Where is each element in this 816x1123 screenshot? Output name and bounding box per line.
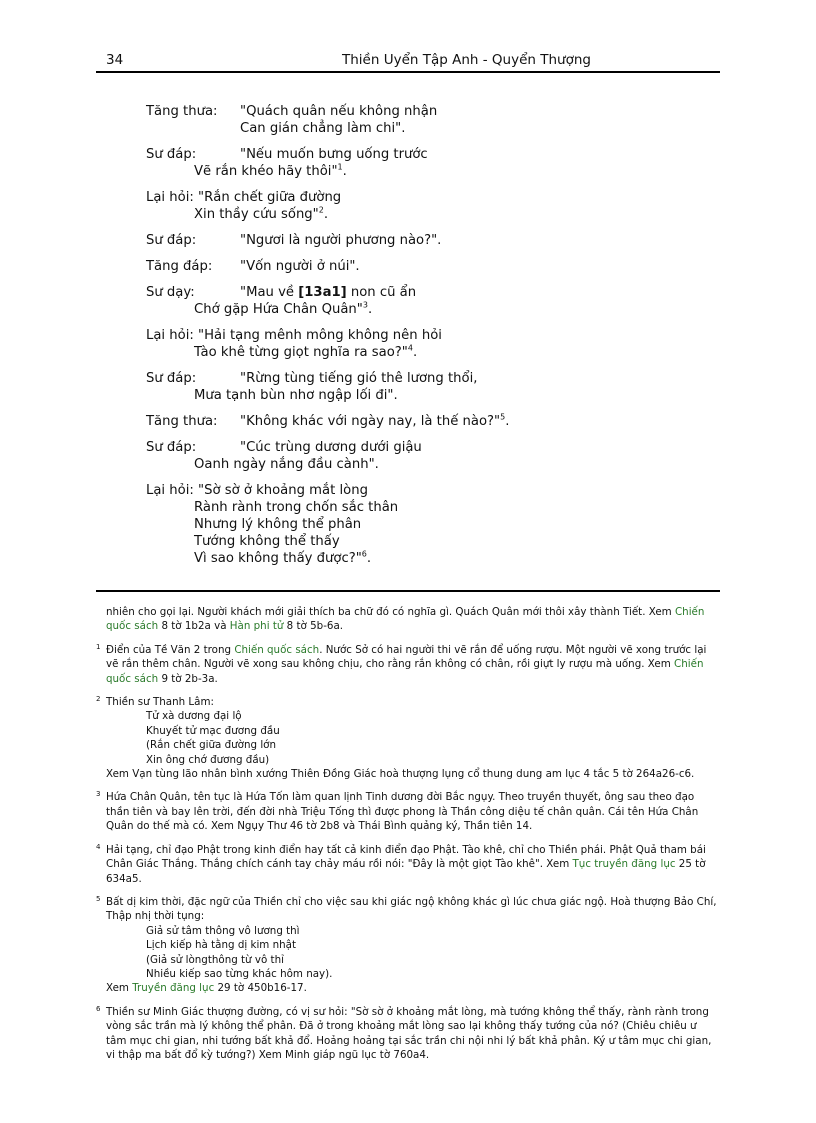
note-text: 8 tờ 1b2a và <box>158 620 230 633</box>
verse-line: Vẽ rắn khéo hãy thôi"$^1$. <box>194 162 347 179</box>
speaker: Tăng đáp: <box>146 259 213 274</box>
note-text: . Nước Sở có hai người thi vẽ rắn để uống rượu. Một người vẽ xong trước lại vẽ rắn thêm chân. Người vẽ xong sau không chịu, cho rằng rắn không có chân, rồi giựt ly rượu mà uống. Xem <box>106 643 707 671</box>
verse-line: "Vốn người ở núi". <box>240 259 360 274</box>
poem-line: Lịch kiếp hà tằng dị kim nhật <box>146 939 297 952</box>
speaker: Sư đáp: <box>146 371 197 386</box>
note-text: 8 tờ 5b-6a. <box>283 620 344 633</box>
verse-text: "Không khác với ngày nay, là thế nào?" <box>240 414 501 429</box>
verse-line: Chớ gặp Hứa Chân Quân"$^3$. <box>194 300 373 317</box>
poem-line: Nhiều kiếp sao từng khác hôm nay). <box>146 967 333 980</box>
footnote-2 <box>96 695 720 781</box>
page-number: 34 <box>106 52 124 68</box>
verse-text: Vì sao không thấy được?" <box>194 551 362 566</box>
note-text: 25 tờ 634a5. <box>106 858 706 885</box>
dialogue-turn <box>146 284 626 318</box>
verse-line: "Hải tạng mênh mông không nên hỏi <box>198 328 442 343</box>
running-title: Thiền Uyển Tập Anh - Quyển Thượng <box>342 52 591 68</box>
footnote-3 <box>96 790 720 833</box>
dialogue-block <box>146 103 626 576</box>
verse-line: Tướng không thể thấy <box>194 534 340 549</box>
footnote-5 <box>96 895 720 996</box>
note-text: Thiền sư Minh Giác thượng đường, có vị sư hỏi: "Sờ sờ ở khoảng mắt lòng, mà tướng không thể thấy, rành rành trong vòng sắc trần mà lý không thể phân. Đã ở trong khoảng mắt lòng sao lại không thấy tướng của nó? (Chiêu chiêu ư tâm mục chi gian, nhi tướng bất khả đổ. Hoảng hoảng tại sắc trần chi nội nhi lý bất khả phân. Ký ư tâm mục chi gian, vi thập ma bất đổ kỳ tướng?) Xem Minh giáp ngũ lục tờ 760a4. <box>106 1005 712 1061</box>
verse-line: Oanh ngày nắng đầu cành". <box>194 457 379 472</box>
footnote-mark: 3 <box>96 790 101 799</box>
verse-text: Xin thầy cứu sống" <box>194 207 319 222</box>
dialogue-turn <box>146 258 626 275</box>
source-link[interactable]: Chiến quốc sách <box>234 643 320 656</box>
dialogue-turn <box>146 439 626 473</box>
footnote-mark: 5 <box>96 894 101 903</box>
dialogue-turn <box>146 413 626 430</box>
footnote-ref[interactable]: 2 <box>318 205 324 215</box>
dialogue-turn <box>146 103 626 137</box>
speaker: Lại hỏi: <box>146 328 194 343</box>
dialogue-turn <box>146 189 626 223</box>
footnote-ref[interactable]: 3 <box>362 300 368 310</box>
verse-text: "Mau về <box>240 285 299 300</box>
verse-line: Can gián chẳng làm chi". <box>240 121 406 136</box>
footnote-mark: 1 <box>96 642 101 651</box>
verse-line: "Cúc trùng dương dưới giậu <box>240 440 422 455</box>
note-text: Bất dị kim thời, đặc ngữ của Thiền chỉ cho việc sau khi giác ngộ không khác gì lúc chưa giác ngộ. Hoà thượng Bảo Chí, Thập nhị thời tụng: <box>106 895 717 923</box>
speaker: Sư đáp: <box>146 233 197 248</box>
footnote-mark: 4 <box>96 842 101 851</box>
verse-line: Rành rành trong chốn sắc thân <box>194 500 399 515</box>
poem-line: (Rắn chết giữa đường lớn <box>146 739 277 752</box>
footnote-6 <box>96 1005 720 1063</box>
verse-line: "Quách quân nếu không nhận <box>240 104 438 119</box>
footnote-ref[interactable]: 5 <box>500 412 506 422</box>
verse-text: Vẽ rắn khéo hãy thôi" <box>194 164 338 179</box>
note-text: Xem Vạn tùng lão nhân bình xướng Thiên Đồng Giác hoà thượng lụng cổ thung dung am lục 4 tắc 5 tờ 264a26-c6. <box>106 768 695 781</box>
footnote-carryover <box>96 605 720 634</box>
footnote-4 <box>96 843 720 886</box>
source-link[interactable]: Hàn phi tử <box>229 620 284 633</box>
speaker: Tăng thưa: <box>146 414 218 429</box>
source-link[interactable]: Chiến quốc sách <box>106 606 705 633</box>
note-text: Xem <box>106 982 133 995</box>
verse-line: Mưa tạnh bùn nhơ ngập lối đi". <box>194 388 398 403</box>
footnote-1 <box>96 643 720 686</box>
source-link[interactable]: Truyền đăng lục <box>132 982 215 995</box>
verse-line: Tào khê từng giọt nghĩa ra sao?"$^4$. <box>194 343 418 360</box>
verse-text: Tào khê từng giọt nghĩa ra sao?" <box>194 345 408 360</box>
poem-line: Khuyết tử mạc đương đầu <box>146 724 280 737</box>
note-text: Hải tạng, chỉ đạo Phật trong kinh điển hay tất cả kinh điển đạo Phật. Tào khê, chỉ cho Thiền phái. Phật Quả tham bái Chân Giác Thắng. Thắng chích cánh tay chảy máu rồi nói: "Đây là một giọt Tào khê". Xem <box>106 843 706 871</box>
note-text: nhiên cho gọi lại. Người khách mới giải thích ba chữ đó có nghĩa gì. Quách Quân mới thôi xây thành Tiết. Xem <box>106 606 675 618</box>
poem-line: Tử xà dương đại lộ <box>146 710 242 723</box>
verse-line: "Sờ sờ ở khoảng mắt lòng <box>198 483 368 498</box>
poem-line: (Giả sử lòngthông từ vô thỉ <box>146 953 284 966</box>
speaker: Tăng thưa: <box>146 104 218 119</box>
note-text: 29 tờ 450b16-17. <box>214 982 307 995</box>
poem-line: Giả sử tâm thông vô lương thì <box>146 924 300 937</box>
verse-line: Vì sao không thấy được?"$^6$. <box>194 549 372 566</box>
verse-text: Chớ gặp Hứa Chân Quân" <box>194 302 363 317</box>
source-link[interactable]: Chiến quốc sách <box>106 658 704 685</box>
note-text: 9 tờ 2b-3a. <box>158 672 218 685</box>
source-link[interactable]: Tục truyền đăng lục <box>572 858 676 871</box>
verse-line: "Nếu muốn bưng uống trước <box>240 147 428 162</box>
speaker: Lại hỏi: <box>146 190 194 205</box>
verse-line <box>240 285 416 300</box>
header-rule <box>96 71 720 73</box>
footnote-rule <box>96 590 720 592</box>
verse-line: "Rắn chết giữa đường <box>198 190 342 205</box>
footnote-ref[interactable]: 1 <box>337 162 343 172</box>
verse-text: non cũ ẩn <box>346 285 417 300</box>
note-text <box>106 981 720 995</box>
poem-line: Xin ông chớ đương đầu) <box>146 753 270 766</box>
note-text: Hứa Chân Quân, tên tục là Hứa Tốn làm quan lịnh Tinh dương đời Bắc ngụy. Theo truyền thuyết, ông sau theo đạo thần tiên và bay lên trời, đến đời nhà Triệu Tống thì được phong là Thần công diệu tế chân quân. Cái tên Hứa Chân Quân do thế mà có. Xem Ngụy Thư 46 tờ 2b8 và Thái Bình quảng ký, Thần tiên 14. <box>106 791 699 833</box>
dialogue-turn <box>146 232 626 249</box>
verse-line: "Rừng tùng tiếng gió thê lương thổi, <box>240 371 478 386</box>
footnote-mark: 2 <box>96 695 101 704</box>
verse-line: Nhưng lý không thể phân <box>194 517 362 532</box>
note-text: Thiền sư Thanh Lâm: <box>106 696 214 709</box>
dialogue-turn <box>146 482 626 567</box>
speaker: Sư đáp: <box>146 147 197 162</box>
footnote-ref[interactable]: 6 <box>361 549 367 559</box>
verse-line: "Không khác với ngày nay, là thế nào?"$^5$. <box>240 412 510 429</box>
footnote-mark: 6 <box>96 1004 101 1013</box>
speaker: Sư dạy: <box>146 285 195 300</box>
dialogue-turn <box>146 370 626 404</box>
footnote-ref[interactable]: 4 <box>407 343 413 353</box>
page-marker: [13a1] <box>298 285 347 300</box>
dialogue-turn <box>146 327 626 361</box>
speaker: Lại hỏi: <box>146 483 194 498</box>
footnotes <box>96 605 720 1071</box>
note-text: Điển của Tề Văn 2 trong <box>106 643 235 656</box>
verse-line: Xin thầy cứu sống"$^2$. <box>194 205 329 222</box>
verse-line: "Ngươi là người phương nào?". <box>240 233 442 248</box>
dialogue-turn <box>146 146 626 180</box>
speaker: Sư đáp: <box>146 440 197 455</box>
